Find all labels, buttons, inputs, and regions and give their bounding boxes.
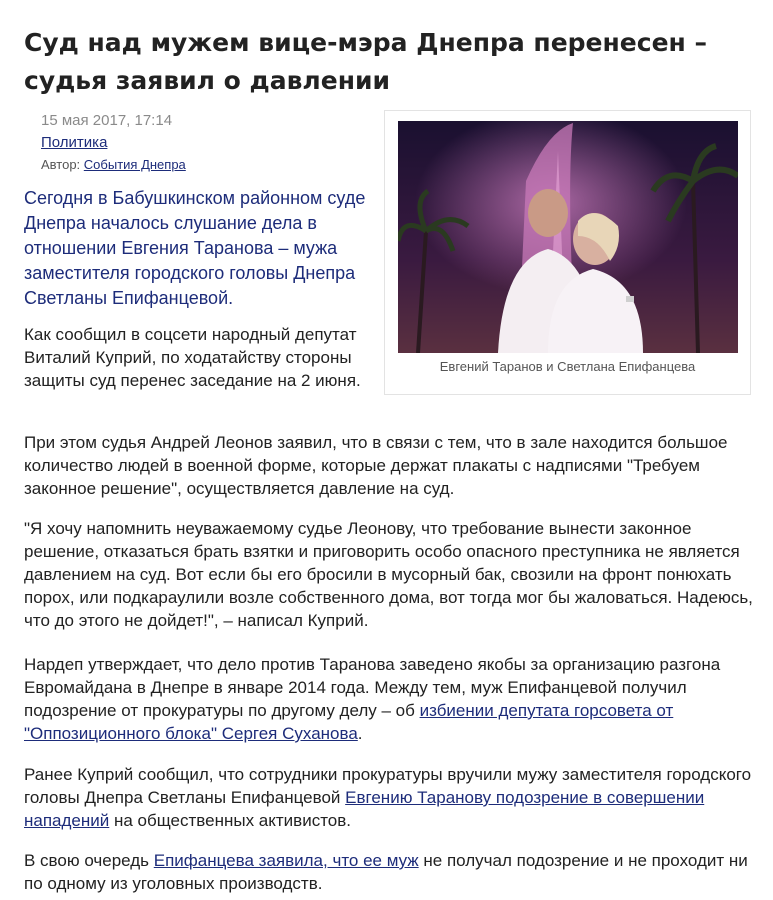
article-meta <box>41 110 186 176</box>
paragraph-4-text: Нардеп утверждает, что дело против Таранова заведено якобы за организацию разгона Евромайдана в Днепре в январе 2014 года. Между тем, муж Епифанцевой получил подозрение от прокуратуры по другому делу – об <box>24 655 721 720</box>
sukhanov-link[interactable]: избиении депутата горсовета от "Оппозиционного блока" Сергея Суханова <box>24 701 674 743</box>
paragraph-4 <box>24 653 764 745</box>
paragraph-6 <box>24 849 759 895</box>
author-link[interactable]: События Днепра <box>83 157 186 172</box>
paragraph-2: При этом судья Андрей Леонов заявил, что в связи с тем, что в зале находится большое количество людей в военной форме, которые держат плакаты с надписями "Требуем законное решение", осуществляется давление на суд. <box>24 433 728 498</box>
taranov-suspicion-link[interactable]: Евгению Таранову подозрение в совершении нападений <box>24 788 705 830</box>
lead-paragraph: Сегодня в Бабушкинском районном суде Днепра началось слушание дела в отношении Евгения Таранова – мужа заместителя городского головы Днепра Светланы Епифанцевой. <box>24 188 366 308</box>
article-figure <box>384 110 751 395</box>
author-line <box>41 154 186 176</box>
category-link[interactable]: Политика <box>41 134 108 151</box>
paragraph-1: Как сообщил в соцсети народный депутат Виталий Куприй, по ходатайству стороны защиты суд перенес заседание на 2 июня. <box>24 325 361 390</box>
paragraph-4-end: . <box>357 724 363 743</box>
paragraph-5-end: на общественных активистов. <box>109 811 351 830</box>
epifantseva-statement-link[interactable]: Епифанцева заявила, что ее муж <box>153 851 419 870</box>
paragraph-5-text: Ранее Куприй сообщил, что сотрудники прокуратуры вручили мужу заместителя городского головы Днепра Светланы Епифанцевой <box>24 765 752 807</box>
paragraph-6-end: не получал подозрение и не проходит ни по одному из уголовных производств. <box>24 851 748 893</box>
author-label: Автор: <box>41 157 84 172</box>
paragraph-5 <box>24 763 759 832</box>
article-title: Суд над мужем вице-мэра Днепра перенесен – судья заявил о давлении <box>24 28 707 95</box>
article-photo <box>398 121 738 353</box>
paragraph-3: "Я хочу напомнить неуважаемому судье Леонову, что требование вынести законное решение, отказаться брать взятки и приговорить особо опасного преступника не является давлением на суд. Вот если бы его бросили в мусорный бак, свозили на фронт понюхать порох, или подкараулили возле собственного дома, вот тогда мог бы жаловаться. Надеюсь, что до этого не дойдет!", – написал Куприй. <box>24 519 753 630</box>
photo-caption: Евгений Таранов и Светлана Епифанцева <box>439 359 696 374</box>
paragraph-6-text: В свою очередь <box>24 851 154 870</box>
publish-date: 15 мая 2017, 17:14 <box>41 112 173 129</box>
